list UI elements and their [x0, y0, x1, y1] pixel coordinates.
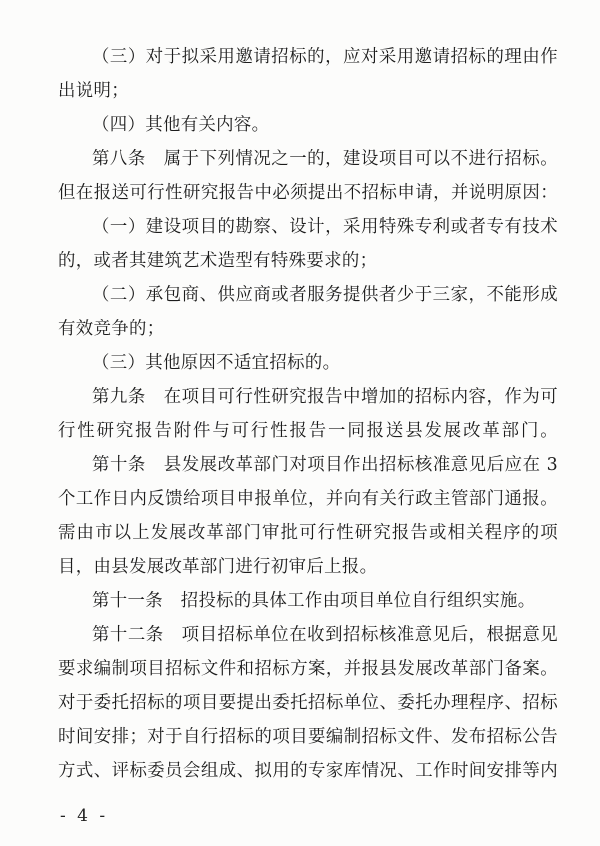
paragraph-article-9 [58, 380, 558, 448]
paragraph-article-8-item-1 [58, 210, 558, 278]
text-line: （四）其他有关内容。 [92, 115, 270, 135]
text-line: 第十一条 招投标的具体工作由项目单位自行组织实施。 [92, 591, 536, 611]
text-line: （一）建设项目的勘察、设计，采用特殊专利或者专有技术 [92, 217, 558, 237]
text-line: （三）其他原因不适宜招标的。 [92, 353, 341, 373]
paragraph-article-12 [58, 618, 558, 788]
text-line: 目，由县发展改革部门进行初审后上报。 [58, 557, 378, 577]
text-line: 有效竞争的； [58, 319, 165, 339]
text-line: 个工作日内反馈给项目申报单位，并向有关行政主管部门通报。 [58, 489, 558, 509]
paragraph-item-4-other [58, 108, 558, 142]
text-line: 第十二条 项目招标单位在收到招标核准意见后，根据意见 [92, 625, 558, 645]
text-line: 的，或者其建筑艺术造型有特殊要求的； [58, 251, 378, 271]
text-line: （二）承包商、供应商或者服务提供者少于三家，不能形成 [92, 285, 558, 305]
paragraph-article-11 [58, 584, 558, 618]
text-line: 方式、评标委员会组成、拟用的专家库情况、工作时间安排等内 [58, 761, 558, 781]
text-line: 第九条 在项目可行性研究报告中增加的招标内容，作为可 [92, 387, 558, 407]
text-line: 第十条 县发展改革部门对项目作出招标核准意见后应在 3 [92, 455, 558, 475]
text-line: 但在报送可行性研究报告中必须提出不招标申请，并说明原因： [58, 183, 558, 203]
text-line: 对于委托招标的项目要提出委托招标单位、委托办理程序、招标 [58, 693, 558, 713]
text-line: 要求编制项目招标文件和招标方案，并报县发展改革部门备案。 [58, 659, 558, 679]
paragraph-item-3-invite-tender [58, 40, 558, 108]
paragraph-article-10 [58, 448, 558, 584]
text-line: 行性研究报告附件与可行性报告一同报送县发展改革部门。 [58, 421, 558, 441]
text-line: （三）对于拟采用邀请招标的，应对采用邀请招标的理由作 [92, 47, 558, 67]
text-line: 时间安排；对于自行招标的项目要编制招标文件、发布招标公告 [58, 727, 558, 747]
document-body [58, 40, 558, 788]
page-number: - 4 - [60, 806, 109, 826]
text-line: 第八条 属于下列情况之一的，建设项目可以不进行招标。 [92, 149, 558, 169]
paragraph-article-8-item-2 [58, 278, 558, 346]
text-line: 需由市以上发展改革部门审批可行性研究报告或相关程序的项 [58, 523, 558, 543]
paragraph-article-8-item-3 [58, 346, 558, 380]
paragraph-article-8 [58, 142, 558, 210]
text-line: 出说明； [58, 81, 129, 101]
